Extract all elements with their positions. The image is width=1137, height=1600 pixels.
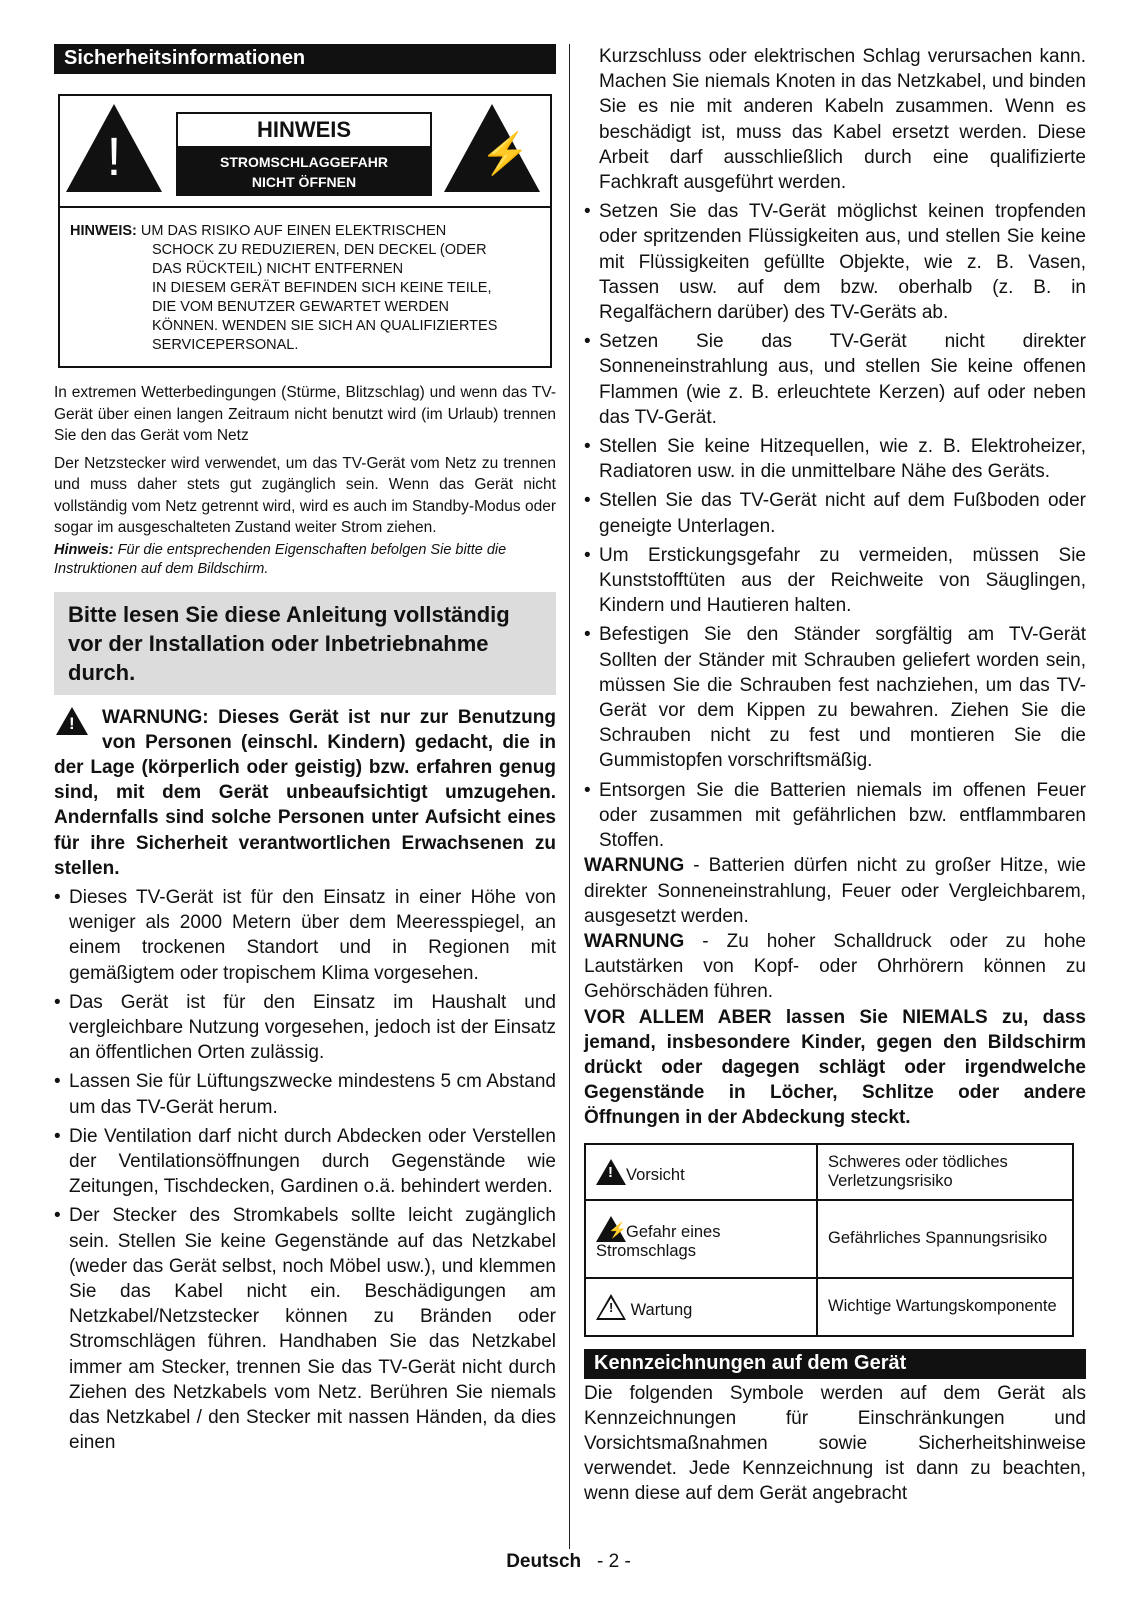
exclamation-triangle-icon: ! [66, 104, 162, 192]
table-cell: ! Vorsicht [585, 1144, 817, 1200]
list-item: • Setzen Sie das TV-Gerät möglichst keinen tropfenden oder spritzenden Flüssigkeiten aus, und stellen Sie keine mit Flüssigkeiten gefüllte Objekte, wie z. B. Vasen, Tassen usw. auf dem bzw. oberhalb (z. B. in Regalfächern darüber) des TV-Geräts ab. [584, 199, 1086, 325]
table-cell: ⚡ Gefahr eines Stromschlags [585, 1200, 817, 1278]
warning-triangle-icon: ! [56, 707, 88, 735]
list-item: • Entsorgen Sie die Batterien niemals im offenen Feuer oder zusammen mit gefährlichen bzw. entflammbaren Stoffen. [584, 778, 1086, 854]
read-manual-heading: Bitte lesen Sie diese Anleitung vollständig vor der Installation oder Inbetriebnahme durch. [54, 592, 556, 695]
symbol-table [584, 1143, 1074, 1337]
caution-triangle-icon: ! [596, 1159, 626, 1185]
page-footer [0, 1551, 1137, 1573]
warning-box-header [60, 96, 550, 208]
lightning-triangle-icon: ⚡ [444, 104, 540, 192]
table-row [585, 1144, 1073, 1200]
continuation-paragraph: Kurzschluss oder elektrischen Schlag verursachen kann. Machen Sie niemals Knoten in das Netzkabel, und binden Sie es nie mit anderen Kabeln zusammen. Wenn es beschädigt ist, muss das Kabel ersetzt werden. Diese Arbeit darf ausschließlich durch eine qualifizierte Fachkraft ausgeführt werden. [599, 46, 1086, 194]
battery-warning: WARNUNG - Batterien dürfen nicht zu großer Hitze, wie direkter Sonneneinstrahlung, Feuer oder Vergleichbarem, ausgesetzt werden. [584, 855, 1086, 927]
left-bullet-list [54, 885, 556, 1455]
warning-paragraph: ! WARNUNG: Dieses Gerät ist nur zur Benutzung von Personen (einschl. Kindern) gedacht, die in der Lage (körperlich oder geistig) bzw. erfahren genug sind, mit dem Gerät unbeaufsichtigt umzugehen. Andernfalls sind solche Personen unter Aufsicht eines für ihre Sicherheit verantwortlichen Erwachsenen zu stellen. [54, 706, 556, 879]
sound-warning: WARNUNG - Zu hoher Schalldruck oder zu hohe Lautstärken von Kopf- oder Ohrhörern können zu Gehörschäden führen. [584, 930, 1086, 1003]
list-item: • Stellen Sie keine Hitzequellen, wie z. B. Elektroheizer, Radiatoren usw. in die unmittelbare Nähe des Geräts. [584, 434, 1086, 484]
page-number: - 2 - [597, 1551, 631, 1572]
table-cell: Schweres oder tödliches Verletzungsrisiko [817, 1144, 1073, 1200]
list-item: • Lassen Sie für Lüftungszwecke mindestens 5 cm Abstand um das TV-Gerät herum. [54, 1069, 556, 1119]
section-title-markings: Kennzeichnungen auf dem Gerät [584, 1349, 1086, 1379]
paragraph-mains-plug: Der Netzstecker wird verwendet, um das TV-Gerät vom Netz zu trennen und muss daher stets gut zugänglich sein. Wenn das Gerät nicht vollständig vom Netz getrennt wird, wird es auch im Standby-Modus oder sogar im ausgeschalteten Zustand weiter Strom ziehen. [54, 454, 556, 536]
table-cell: ! Wartung [585, 1278, 817, 1336]
list-item: • Dieses TV-Gerät ist für den Einsatz in einer Höhe von weniger als 2000 Metern über dem Meeresspiegel, an einem trockenen Standort und in Regionen mit gemäßigtem oder tropischem Klima vorgesehen. [54, 885, 556, 986]
markings-paragraph: Die folgenden Symbole werden auf dem Gerät als Kennzeichnungen für Einschränkungen und Vorsichtsmaßnahmen sowie Sicherheitshinweise verwendet. Jede Kennzeichnung ist dann zu beachten, wenn diese auf dem Gerät angebracht [584, 1382, 1086, 1505]
warning-box-subtitle: STROMSCHLAGGEFAHR NICHT ÖFFNEN [176, 148, 432, 196]
warning-box-title: HINWEIS [176, 112, 432, 148]
list-item: • Die Ventilation darf nicht durch Abdecken oder Verstellen der Ventilationsöffnungen durch Gegenstände wie Zeitungen, Tischdecken, Gardinen o.ä. behindert werden. [54, 1124, 556, 1200]
left-column [54, 44, 556, 1455]
list-item: • Das Gerät ist für den Einsatz im Haushalt und vergleichbare Nutzung vorgesehen, jedoch ist der Einsatz an öffentlichen Orten zulässig. [54, 990, 556, 1066]
list-item: • Setzen Sie das TV-Gerät nicht direkter Sonneneinstrahlung aus, und stellen Sie keine offenen Flammen (wie z. B. erleuchtete Kerzen) auf oder neben das TV-Gerät. [584, 329, 1086, 430]
table-row [585, 1278, 1073, 1336]
footer-language: Deutsch [506, 1551, 582, 1572]
table-row [585, 1200, 1073, 1278]
warning-box-text: HINWEIS: UM DAS RISIKO AUF EINEN ELEKTRISCHEN SCHOCK ZU REDUZIEREN, DEN DECKEL (ODER DAS RÜCKTEIL) NICHT ENTFERNEN IN DIESEM GERÄT BEFINDEN SICH KEINE TEILE, DIE VOM BENUTZER GEWARTET WERDEN KÖNNEN. WENDEN SIE SICH AN QUALIFIZIERTES SERVICEPERSONAL. [70, 223, 498, 353]
maintenance-triangle-icon: ! [596, 1294, 626, 1320]
column-divider [569, 44, 570, 1549]
never-allow-paragraph: VOR ALLEM ABER lassen Sie NIEMALS zu, dass jemand, insbesondere Kinder, gegen den Bildschirm drückt oder dagegen schlägt oder irgendwelche Gegenstände in Löcher, Schlitze oder andere Öffnungen in der Abdeckung steckt. [584, 1006, 1086, 1129]
section-title-safety: Sicherheitsinformationen [54, 44, 556, 74]
right-column [584, 44, 1086, 1507]
note-paragraph: Hinweis: Für die entsprechenden Eigenschaften befolgen Sie bitte die Instruktionen auf dem Bildschirm. [54, 541, 507, 577]
list-item: • Um Erstickungsgefahr zu vermeiden, müssen Sie Kunststofftüten aus der Reichweite von Säuglingen, Kindern und Hautieren halten. [584, 543, 1086, 619]
shock-triangle-icon: ⚡ [596, 1216, 626, 1242]
paragraph-weather: In extremen Wetterbedingungen (Stürme, Blitzschlag) und wenn das TV-Gerät über einen langen Zeitraum nicht benutzt wird (im Urlaub) trennen Sie den das Gerät vom Netz [54, 384, 556, 444]
table-cell: Wichtige Wartungskomponente [817, 1278, 1073, 1336]
list-item: • Stellen Sie das TV-Gerät nicht auf dem Fußboden oder geneigte Unterlagen. [584, 488, 1086, 538]
warning-box [58, 94, 552, 368]
list-item: • Befestigen Sie den Ständer sorgfältig am TV-Gerät Sollten der Ständer mit Schrauben geliefert worden sein, müssen Sie die Schrauben fest nachziehen, um das TV-Gerät vor dem Kippen zu bewahren. Ziehen Sie die Schrauben nicht zu fest und montieren Sie die Gummistopfen vorschriftsmäßig. [584, 622, 1086, 773]
table-cell: Gefährliches Spannungsrisiko [817, 1200, 1073, 1278]
list-item: • Der Stecker des Stromkabels sollte leicht zugänglich sein. Stellen Sie keine Gegenstände auf das Netzkabel (weder das Gerät selbst, noch Möbel usw.), und klemmen Sie das Kabel nicht ein. Beschädigungen am Netzkabel/Netzstecker können zu Bränden oder Stromschlägen führen. Handhaben Sie das Netzkabel immer am Stecker, trennen Sie das TV-Gerät nicht durch Ziehen des Netzkabels vom Netz. Berühren Sie niemals das Netzkabel / den Stecker mit nassen Händen, da dies einen [54, 1203, 556, 1455]
right-bullet-list [584, 199, 1086, 853]
